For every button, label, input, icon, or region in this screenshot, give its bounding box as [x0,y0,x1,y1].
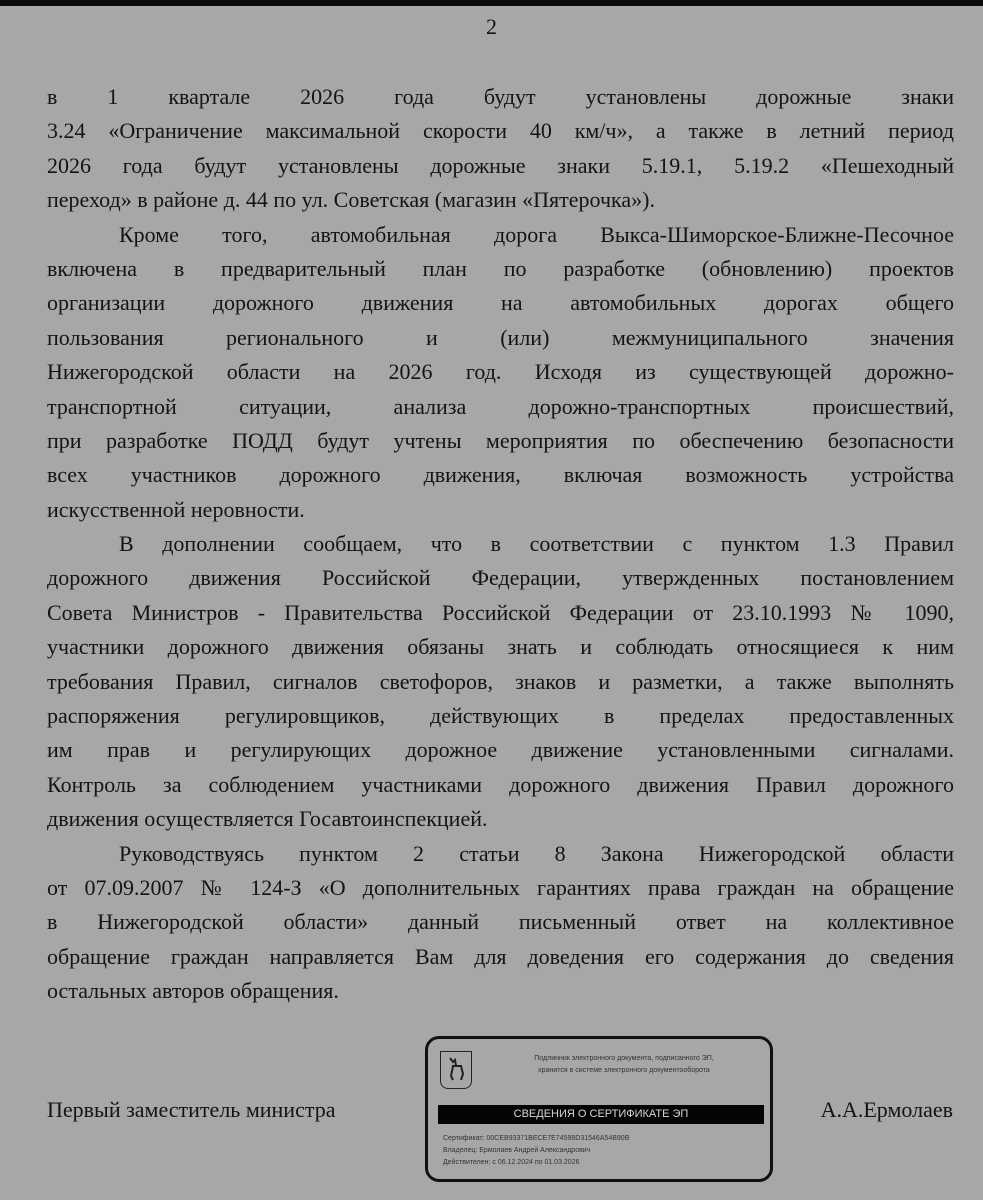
stamp-title: СВЕДЕНИЯ О СЕРТИФИКАТЕ ЭП [438,1105,764,1124]
signatory-name: А.А.Ермолаев [820,1097,953,1122]
text-line: в Нижегородской области» данный письменный ответ на коллективное [47,909,954,935]
text-line: В дополнении сообщаем, что в соответствии с пунктом 1.3 Правил [119,531,954,557]
stamp-header [484,1053,764,1077]
text-line: Кроме того, автомобильная дорога Выкса-Шиморское-Ближне-Песочное [119,221,954,247]
stamp-info [443,1133,629,1169]
page-number: 2 [486,14,497,39]
text-line: включена в предварительный план по разработке (обновлению) проектов [47,255,954,281]
text-line: при разработке ПОДД будут учтены мероприятия по обеспечению безопасности [47,427,954,453]
text-line: транспортной ситуации, анализа дорожно-транспортных происшествий, [47,393,954,419]
text-line: Руководствуясь пунктом 2 статьи 8 Закона Нижегородской области [119,840,954,866]
text-line: всех участников дорожного движения, включая возможность устройства [47,462,954,488]
text-line: в 1 квартале 2026 года будут установлены дорожные знаки [47,84,954,109]
letter-body [47,80,954,1009]
stamp-header-line: хранится в системе электронного документооборота [538,1067,710,1074]
text-line: Нижегородской области на 2026 год. Исходя из существующей дорожно- [47,359,954,385]
electronic-signature-stamp [425,1036,773,1182]
text-line: от 07.09.2007 № 124-З «О дополнительных гарантиях права граждан на обращение [47,874,954,900]
stamp-certificate: Сертификат: 00CEB93371BECE7E74598D31546A54B90B [443,1135,630,1142]
text-line: обращение граждан направляется Вам для доведения его содержания до сведения [47,943,954,969]
text-line: дорожного движения Российской Федерации, утвержденных постановлением [47,565,954,591]
text-line: Совета Министров - Правительства Российской Федерации от 23.10.1993 № 1090, [47,599,954,625]
text-line: 3.24 «Ограничение максимальной скорости 40 км/ч», а также в летний период [47,118,954,144]
stamp-validity: Действителен: с 06.12.2024 по 01.03.2026 [443,1159,580,1166]
stamp-owner: Владелец: Ермолаев Андрей Александрович [443,1147,591,1154]
stamp-header-line: Подлинник электронного документа, подписанного ЭП, [534,1055,714,1062]
text-line: остальных авторов обращения. [47,978,339,1004]
top-bar [0,0,983,6]
text-line: им прав и регулирующих дорожное движение установленными сигналами. [47,737,954,763]
text-line: переход» в районе д. 44 по ул. Советская (магазин «Пятерочка»). [47,187,655,213]
coat-of-arms-icon [440,1051,472,1089]
text-line: искусственной неровности. [47,496,305,522]
signatory-position: Первый заместитель министра [47,1097,336,1122]
text-line: движения осуществляется Госавтоинспекцией. [47,806,488,832]
text-line: Контроль за соблюдением участниками дорожного движения Правил дорожного [47,771,954,797]
text-line: пользования регионального и (или) межмуниципального значения [47,324,954,350]
text-line: организации дорожного движения на автомобильных дорогах общего [47,290,954,316]
text-line: распоряжения регулировщиков, действующих в пределах предоставленных [47,703,954,729]
text-line: участники дорожного движения обязаны знать и соблюдать относящиеся к ним [47,634,954,660]
text-line: 2026 года будут установлены дорожные знаки 5.19.1, 5.19.2 «Пешеходный [47,152,954,178]
text-line: требования Правил, сигналов светофоров, знаков и разметки, а также выполнять [47,668,954,694]
